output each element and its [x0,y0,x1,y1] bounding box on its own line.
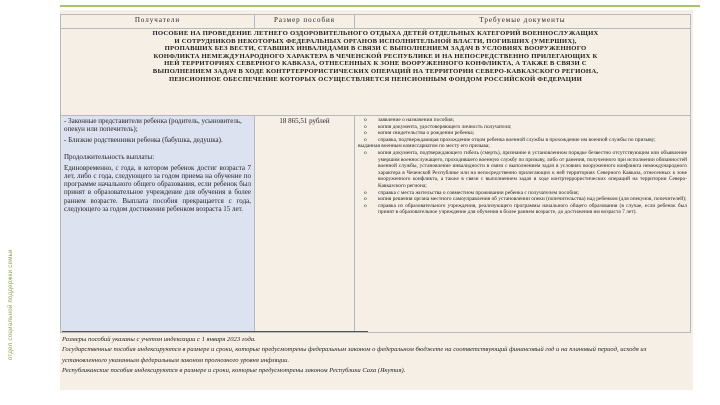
document-item: o копия свидетельства о рождении ребенка; [358,130,687,137]
recipients-relatives: - Близкие родственники ребенка (бабушка, дедушка). [64,136,223,145]
documents-list [358,117,687,216]
document-item: o копия решения органа местного самоуправления об установлении опеки (попечительства) над ребенком (для опекунов, попечителей); [358,196,687,203]
amount-cell [255,116,355,333]
notes-divider [62,331,368,332]
benefit-title-line: ПРОПАВШИХ БЕЗ ВЕСТИ, СТАВШИХ ИНВАЛИДАМИ В СВЯЗИ С ВЫПОЛНЕНИЕМ ЗАДАЧ В УСЛОВИЯХ ВООРУЖЕННОГО [164,45,587,53]
top-accent-line [60,5,700,7]
benefit-title-line: ВЫПОЛНЕНИЕМ ЗАДАЧ В ХОДЕ КОНТРТЕРРОРИСТИЧЕСКИХ ОПЕРАЦИЙ НА ТЕРРИТОРИИ СЕВЕРО-КАВКАЗСКОГО РЕГИОНА, [152,67,599,75]
recipients-legal: - Законные представители ребенка (родитель, усыновитель, опекун или попечитель); [64,117,242,134]
footnote: Государственные пособия индексируются в размере и сроки, которые предусмотрены федеральным законом о федеральном бюджете на соответствующий финансовый год и на плановый период, исходя из установленного указанным федеральным законом прогнозного уровня инфляции. [62,346,647,364]
documents-cell [355,116,691,333]
footnote: Размеры пособий указаны с учетом индексации с 1 января 2023 года. [62,336,256,343]
header-row [61,15,691,29]
document-item: o справка с места жительства о совместном проживании ребенка с получателем пособия; [358,190,687,197]
footnote: Республиканские пособия индексируются в размере и сроки, которые предусмотрены законом Республики Саха (Якутия). [62,366,406,374]
side-caption-bar [0,0,48,405]
duration-text: Единовременно, с года, в котором ребенок достиг возраста 7 лет, либо с года, следующего за годом приема на обучение по программе начального общего образования, если ребенок был принят в образовательное учреждение для обучения в более раннем возрасте. Выплата пособия прекращается с года, следующего за годом достижения ребенком возраста 15 лет. [64,163,251,213]
document-item: o копия документа, подтверждающего гибель (смерть), признание в установленном порядке безвестно отсутствующим или объявление умершим военнослужащего, проходившего военную службу по призыву, либо от ранения, полученного при исполнении обязанностей военной службы, установление инвалидности в связи с выполнением задач в условиях вооруженного конфликта немеждународного характера в Чеченской Республике или на непосредственно прилегающих к ней территориях Северного Кавказа, отнесенных к зоне вооруженного конфликта, а также в связи с выполнением задач в ходе контртеррористических операций на территории Северо-Кавказского региона; [358,150,687,190]
header-required-docs: Требуемые документы [355,15,691,29]
benefit-amount: 18 865,51 рублей [279,117,330,125]
header-recipients: Получатели [61,15,255,29]
recipients-cell [61,116,255,333]
benefit-title-line: И СОТРУДНИКОВ НЕКОТОРЫХ ФЕДЕРАЛЬНЫХ ОРГАНОВ ИСПОЛНИТЕЛЬНОЙ ВЛАСТИ, ПОГИБШИХ (УМЕРШИХ), [174,37,577,45]
document-item: o заявление о назначении пособия; [358,117,687,124]
duration-heading: Продолжительность выплаты: [64,152,155,161]
side-caption: отдел социальной поддержки семьи [8,249,14,360]
benefit-table [60,14,691,333]
banner-row [61,29,691,116]
benefit-title-line: КОНФЛИКТА НЕМЕЖДУНАРОДНОГО ХАРАКТЕРА В ЧЕЧЕНСКОЙ РЕСПУБЛИКЕ И НА НЕПОСРЕДСТВЕННО ПРИЛЕГАЮЩИХ К [153,52,598,60]
content-row [61,116,691,333]
document-item: выданная военным комиссариатом по месту его призыва; [358,143,490,150]
document-item: o справка из образовательного учреждения, реализующего программы начального общего образования (в случае, если ребенок был принят в образовательное учреждение для обучения в более раннем возрасте, до достижения им возраста 7 лет). [358,203,687,216]
benefit-title-line: ПОСОБИЕ НА ПРОВЕДЕНИЕ ЛЕТНЕГО ОЗДОРОВИТЕЛЬНОГО ОТДЫХА ДЕТЕЙ ОТДЕЛЬНЫХ КАТЕГОРИЙ ВОЕННОСЛУЖАЩИХ [152,30,599,37]
benefit-title-line: ПЕНСИОННОЕ ОБЕСПЕЧЕНИЕ КОТОРЫХ ОСУЩЕСТВЛЯЕТСЯ ПЕНСИОННЫМ ФОНДОМ РОССИЙСКОЙ ФЕДЕРАЦИИ [169,75,582,83]
header-benefit-size: Размер пособия [255,15,355,29]
benefit-title [61,29,691,116]
document-item: o копия документа, удостоверяющего личность получателя; [358,124,687,131]
document-item: o справка, подтверждающая прохождение отцом ребенка военной службы в прохождение им военной службы по призыву; [358,137,687,144]
footnotes [62,335,692,376]
benefit-title-line: НЕЙ ТЕРРИТОРИЯХ СЕВЕРНОГО КАВКАЗА, ОТНЕСЕННЫХ К ЗОНЕ ВООРУЖЕННОГО КОНФЛИКТА, А ТАКЖЕ В СВЯЗИ С [164,60,587,68]
